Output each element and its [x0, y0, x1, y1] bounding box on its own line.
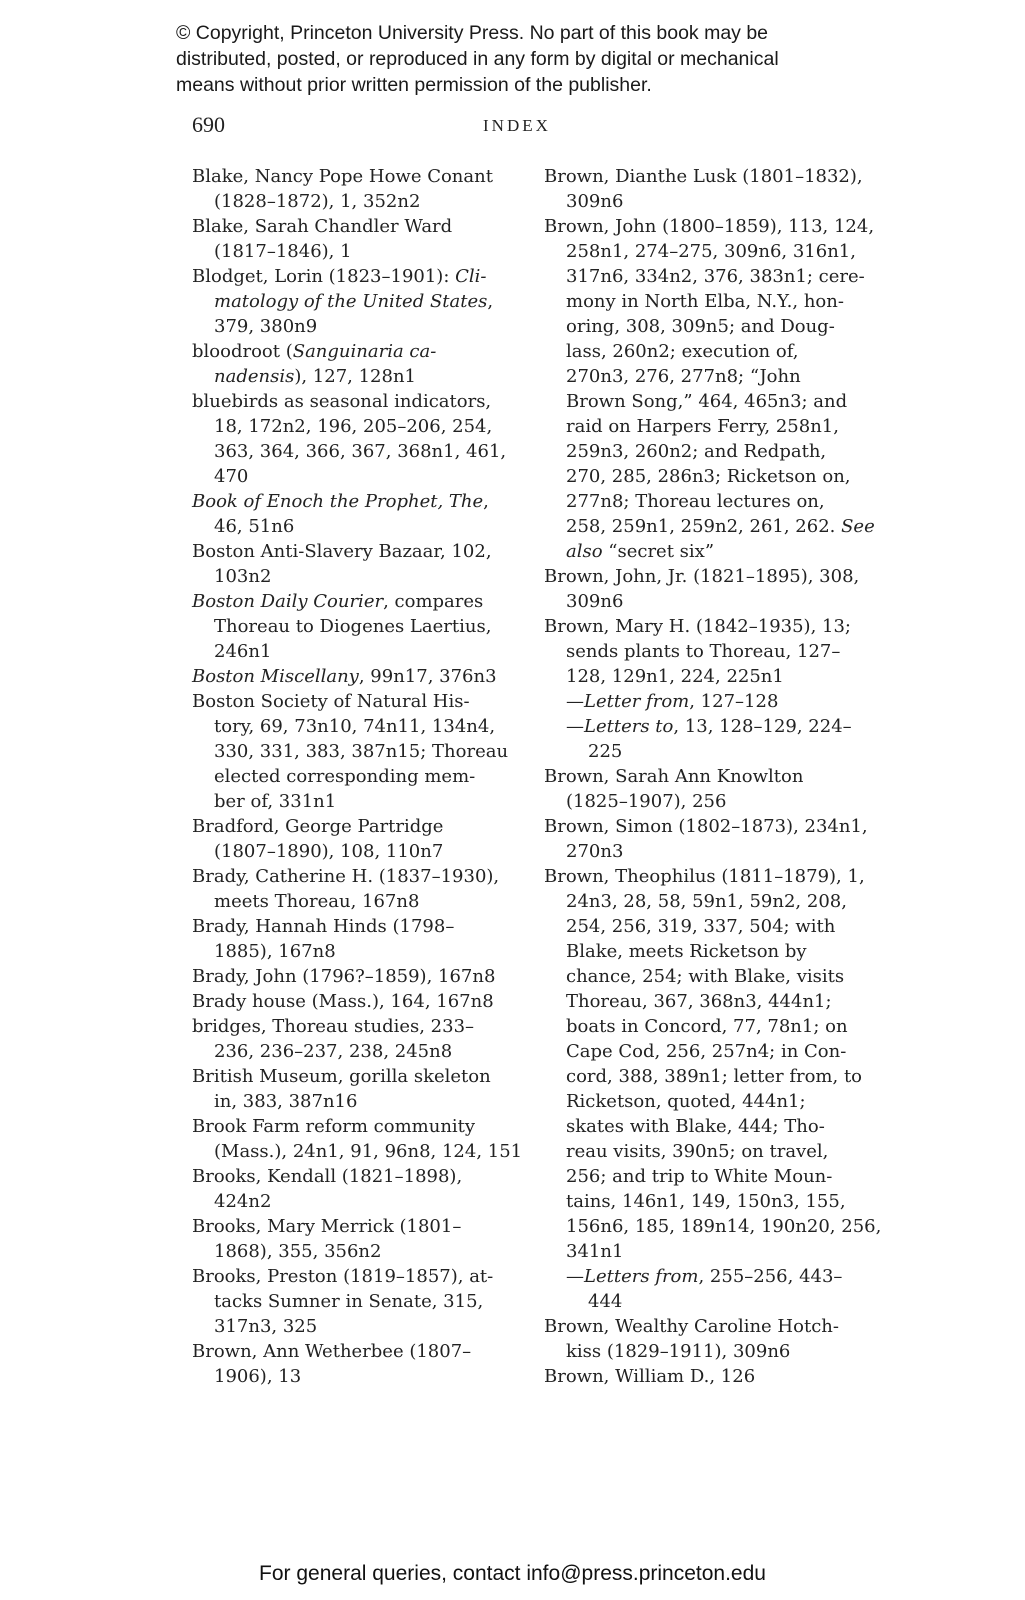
- index-line: [192, 814, 512, 839]
- index-text: 330, 331, 383, 387n15; Thoreau: [214, 741, 509, 762]
- index-text: 128, 129n1, 224, 225n1: [566, 666, 784, 687]
- index-text: 256; and trip to White Moun-: [566, 1166, 833, 1187]
- index-line: [192, 989, 512, 1014]
- index-line: [544, 1339, 864, 1364]
- index-line: [544, 464, 864, 489]
- index-line: [192, 1039, 512, 1064]
- index-line: [192, 339, 512, 364]
- index-line: [544, 764, 864, 789]
- index-text: (1817–1846), 1: [214, 241, 352, 262]
- index-line: [192, 1339, 512, 1364]
- index-line: [544, 364, 864, 389]
- index-line: [192, 1139, 523, 1164]
- index-line: [192, 539, 512, 564]
- index-line: [544, 1039, 864, 1064]
- index-text: tory, 69, 73n10, 74n11, 134n4,: [214, 716, 496, 737]
- index-text: raid on Harpers Ferry, 258n1,: [566, 416, 839, 437]
- index-line: [192, 1189, 512, 1214]
- index-text: (1807–1890), 108, 110n7: [214, 841, 444, 862]
- index-text-italic: nadensis: [214, 366, 295, 387]
- index-text-italic: matology of the United States: [214, 291, 488, 312]
- page-number: 690: [192, 112, 225, 137]
- index-text: 317n6, 334n2, 376, 383n1; cere-: [566, 266, 865, 287]
- index-line: [192, 1164, 512, 1189]
- index-text: Blodget, Lorin (1823–1901):: [192, 266, 456, 287]
- index-line: [544, 539, 864, 564]
- index-text: tacks Sumner in Senate, 315,: [214, 1291, 484, 1312]
- footer-contact: For general queries, contact info@press.princeton.edu: [259, 1562, 766, 1585]
- index-text: lass, 260n2; execution of,: [566, 341, 799, 362]
- index-column-right: [544, 164, 882, 1389]
- index-text: Thoreau, 367, 368n3, 444n1;: [566, 991, 832, 1012]
- index-text: ,: [487, 291, 494, 312]
- index-line: [544, 589, 864, 614]
- index-text: 424n2: [214, 1191, 272, 1212]
- index-text: chance, 254; with Blake, visits: [566, 966, 845, 987]
- index-line: [544, 389, 864, 414]
- index-text: Brooks, Mary Merrick (1801–: [192, 1216, 462, 1237]
- index-line: [544, 889, 864, 914]
- index-line: [544, 264, 864, 289]
- index-text: 24n3, 28, 58, 59n1, 59n2, 208,: [566, 891, 847, 912]
- index-text: Brown, William D., 126: [544, 1366, 756, 1387]
- index-line: [544, 939, 864, 964]
- index-text: Brown, John, Jr. (1821–1895), 308,: [544, 566, 860, 587]
- copyright-line: distributed, posted, or reproduced in any form by digital or mechanical: [176, 48, 779, 70]
- index-line: [192, 214, 512, 239]
- index-text: 270n3: [566, 841, 624, 862]
- index-text: Brooks, Preston (1819–1857), at-: [192, 1266, 494, 1287]
- index-text: 341n1: [566, 1241, 624, 1262]
- index-text: 270n3, 276, 277n8; “John: [566, 366, 801, 387]
- index-text: Brown, Sarah Ann Knowlton: [544, 766, 804, 787]
- index-line: [544, 1064, 864, 1089]
- index-text: 258n1, 274–275, 309n6, 316n1,: [566, 241, 856, 262]
- index-text: 258, 259n1, 259n2, 261, 262.: [566, 516, 842, 537]
- index-line: [544, 1189, 864, 1214]
- index-text: Brady house (Mass.), 164, 167n8: [192, 991, 494, 1012]
- index-text: Brown, Ann Wetherbee (1807–: [192, 1341, 472, 1362]
- index-text: 470: [214, 466, 249, 487]
- index-text: Brady, Hannah Hinds (1798–: [192, 916, 455, 937]
- index-line: [192, 614, 512, 639]
- index-line: [192, 239, 512, 264]
- index-text-italic: Book of Enoch the Prophet, The: [192, 491, 484, 512]
- index-text: Brady, Catherine H. (1837–1930),: [192, 866, 500, 887]
- index-line: [544, 989, 864, 1014]
- index-text: 103n2: [214, 566, 272, 587]
- index-line: [192, 864, 512, 889]
- index-text: , 99n17, 376n3: [358, 666, 497, 687]
- index-text: 317n3, 325: [214, 1316, 318, 1337]
- index-line: [192, 364, 512, 389]
- index-text: ,: [483, 491, 489, 512]
- index-line: [544, 414, 864, 439]
- index-text: tains, 146n1, 149, 150n3, 155,: [566, 1191, 846, 1212]
- index-line: [544, 1239, 864, 1264]
- index-line: [544, 1314, 864, 1339]
- index-text: bridges, Thoreau studies, 233–: [192, 1016, 475, 1037]
- index-line: [192, 564, 512, 589]
- index-line: [192, 264, 512, 289]
- index-text: meets Thoreau, 167n8: [214, 891, 420, 912]
- index-text-italic: Boston Daily Courier: [192, 591, 384, 612]
- index-text: ), 127, 128n1: [294, 366, 416, 387]
- index-line: [192, 464, 512, 489]
- index-line: [192, 1264, 512, 1289]
- index-text: 309n6: [566, 191, 624, 212]
- index-line: [544, 439, 864, 464]
- index-text: Bradford, George Partridge: [192, 816, 444, 837]
- index-line: [192, 1289, 512, 1314]
- index-line: [544, 239, 864, 264]
- index-text: Brown, John (1800–1859), 113, 124,: [544, 216, 875, 237]
- index-text: 46, 51n6: [214, 516, 295, 537]
- index-line: [192, 889, 512, 914]
- index-line: [544, 639, 864, 664]
- index-text-italic: Letters from: [584, 1266, 699, 1287]
- index-text: cord, 388, 389n1; letter from, to: [566, 1066, 863, 1087]
- index-text: Boston Society of Natural His-: [192, 691, 470, 712]
- index-text: 1906), 13: [214, 1366, 302, 1387]
- index-text-italic: Sanguinaria ca-: [292, 341, 437, 362]
- index-text: , 13, 128–129, 224–: [673, 716, 852, 737]
- index-line: [544, 1289, 864, 1314]
- index-line: [544, 1014, 864, 1039]
- index-line: [544, 489, 864, 514]
- index-text: 277n8; Thoreau lectures on,: [566, 491, 825, 512]
- index-text: Thoreau to Diogenes Laertius,: [214, 616, 492, 637]
- index-line: [192, 414, 512, 439]
- index-text: 259n3, 260n2; and Redpath,: [566, 441, 827, 462]
- index-text: , 255–256, 443–: [698, 1266, 843, 1287]
- index-text-italic: also: [566, 541, 603, 562]
- index-text: Brown, Mary H. (1842–1935), 13;: [544, 616, 851, 637]
- index-line: [544, 164, 864, 189]
- index-text: Brown, Wealthy Caroline Hotch-: [544, 1316, 839, 1337]
- index-text: 1868), 355, 356n2: [214, 1241, 382, 1262]
- index-line: [544, 714, 864, 739]
- index-line: [192, 714, 512, 739]
- index-line: [192, 289, 512, 314]
- index-text: , 127–128: [689, 691, 779, 712]
- copyright-line: means without prior written permission of the publisher.: [176, 74, 652, 96]
- index-line: [544, 614, 864, 639]
- index-text: Boston Anti-Slavery Bazaar, 102,: [192, 541, 492, 562]
- index-text: bloodroot (: [192, 341, 293, 362]
- index-text: (Mass.), 24n1, 91, 96n8, 124, 151: [214, 1141, 523, 1162]
- index-text: “secret six”: [602, 541, 715, 562]
- index-text: boats in Concord, 77, 78n1; on: [566, 1016, 848, 1037]
- index-text: Blake, Sarah Chandler Ward: [192, 216, 453, 237]
- index-text: 254, 256, 319, 337, 504; with: [566, 916, 836, 937]
- index-line: [544, 864, 864, 889]
- running-head: INDEX: [483, 116, 551, 135]
- index-line: [192, 314, 512, 339]
- index-text: 270, 285, 286n3; Ricketson on,: [566, 466, 851, 487]
- index-text: 309n6: [566, 591, 624, 612]
- index-text: 246n1: [214, 641, 272, 662]
- index-line: [192, 1214, 512, 1239]
- index-text-italic: Letter from: [584, 691, 690, 712]
- index-text: —: [566, 691, 584, 712]
- index-text: Brook Farm reform community: [192, 1116, 476, 1137]
- copyright-line: © Copyright, Princeton University Press. No part of this book may be: [176, 22, 769, 44]
- index-text: (1825–1907), 256: [566, 791, 727, 812]
- index-line: [544, 739, 864, 764]
- index-line: [544, 1139, 864, 1164]
- index-text: 1885), 167n8: [214, 941, 336, 962]
- index-line: [544, 339, 864, 364]
- index-line: [544, 814, 868, 839]
- index-line: [192, 1064, 512, 1089]
- index-text: —: [566, 716, 584, 737]
- index-line: [192, 939, 512, 964]
- index-text: ber of, 331n1: [214, 791, 337, 812]
- index-line: [544, 514, 875, 539]
- index-text: 363, 364, 366, 367, 368n1, 461,: [214, 441, 507, 462]
- index-text: Cape Cod, 256, 257n4; in Con-: [566, 1041, 847, 1062]
- index-line: [544, 314, 864, 339]
- index-line: [192, 589, 512, 614]
- index-line: [192, 1014, 512, 1039]
- index-text: Blake, meets Ricketson by: [566, 941, 807, 962]
- index-line: [192, 914, 512, 939]
- index-text: sends plants to Thoreau, 127–: [566, 641, 841, 662]
- index-line: [544, 189, 864, 214]
- index-text: bluebirds as seasonal indicators,: [192, 391, 492, 412]
- index-text: skates with Blake, 444; Tho-: [566, 1116, 825, 1137]
- index-text: 444: [588, 1291, 623, 1312]
- index-line: [544, 789, 864, 814]
- index-line: [544, 1364, 864, 1389]
- index-text: elected corresponding mem-: [214, 766, 476, 787]
- index-line: [192, 1089, 512, 1114]
- index-line: [544, 839, 864, 864]
- index-line: [192, 764, 512, 789]
- index-text-italic: See: [841, 516, 875, 537]
- index-line: [192, 1239, 512, 1264]
- index-text: Brown, Theophilus (1811–1879), 1,: [544, 866, 865, 887]
- index-column-left: [192, 164, 523, 1389]
- index-line: [544, 1264, 864, 1289]
- index-text: reau visits, 390n5; on travel,: [566, 1141, 829, 1162]
- index-text: Ricketson, quoted, 444n1;: [566, 1091, 806, 1112]
- index-line: [544, 914, 864, 939]
- index-text: Brady, John (1796?–1859), 167n8: [192, 966, 496, 987]
- index-text: (1828–1872), 1, 352n2: [214, 191, 421, 212]
- index-text: 379, 380n9: [214, 316, 318, 337]
- index-line: [544, 689, 864, 714]
- index-line: [544, 289, 864, 314]
- index-line: [192, 1314, 512, 1339]
- index-line: [544, 1214, 882, 1239]
- index-line: [192, 189, 512, 214]
- index-text: oring, 308, 309n5; and Doug-: [566, 316, 835, 337]
- index-line: [544, 1089, 864, 1114]
- index-line: [192, 664, 512, 689]
- index-text: mony in North Elba, N.Y., hon-: [566, 291, 844, 312]
- index-text: British Museum, gorilla skeleton: [192, 1066, 491, 1087]
- index-text: kiss (1829–1911), 309n6: [566, 1341, 791, 1362]
- index-text: 225: [588, 741, 623, 762]
- copyright-notice: [176, 20, 876, 98]
- index-line: [192, 489, 512, 514]
- index-text: 18, 172n2, 196, 205–206, 254,: [214, 416, 493, 437]
- index-line: [192, 389, 512, 414]
- index-line: [544, 664, 864, 689]
- index-line: [544, 214, 875, 239]
- index-text: Brown, Dianthe Lusk (1801–1832),: [544, 166, 863, 187]
- index-text-italic: Cli-: [455, 266, 487, 287]
- index-line: [192, 164, 512, 189]
- index-line: [192, 514, 512, 539]
- index-text-italic: Boston Miscellany: [192, 666, 359, 687]
- index-line: [192, 789, 512, 814]
- index-line: [544, 964, 864, 989]
- index-line: [192, 964, 512, 989]
- index-line: [192, 639, 512, 664]
- index-text: , compares: [383, 591, 484, 612]
- index-line: [544, 564, 864, 589]
- index-line: [192, 1364, 512, 1389]
- index-line: [192, 739, 512, 764]
- index-text-italic: Letters to: [584, 716, 674, 737]
- index-text: Brown Song,” 464, 465n3; and: [566, 391, 848, 412]
- index-text: in, 383, 387n16: [214, 1091, 358, 1112]
- index-line: [192, 839, 512, 864]
- index-line: [544, 1164, 864, 1189]
- index-line: [192, 1114, 512, 1139]
- index-text: 236, 236–237, 238, 245n8: [214, 1041, 453, 1062]
- index-line: [544, 1114, 864, 1139]
- index-text: Brown, Simon (1802–1873), 234n1,: [544, 816, 868, 837]
- index-text: —: [566, 1266, 584, 1287]
- index-line: [192, 689, 512, 714]
- index-text: Brooks, Kendall (1821–1898),: [192, 1166, 463, 1187]
- index-text: Blake, Nancy Pope Howe Conant: [192, 166, 493, 187]
- index-text: 156n6, 185, 189n14, 190n20, 256,: [566, 1216, 882, 1237]
- index-line: [192, 439, 512, 464]
